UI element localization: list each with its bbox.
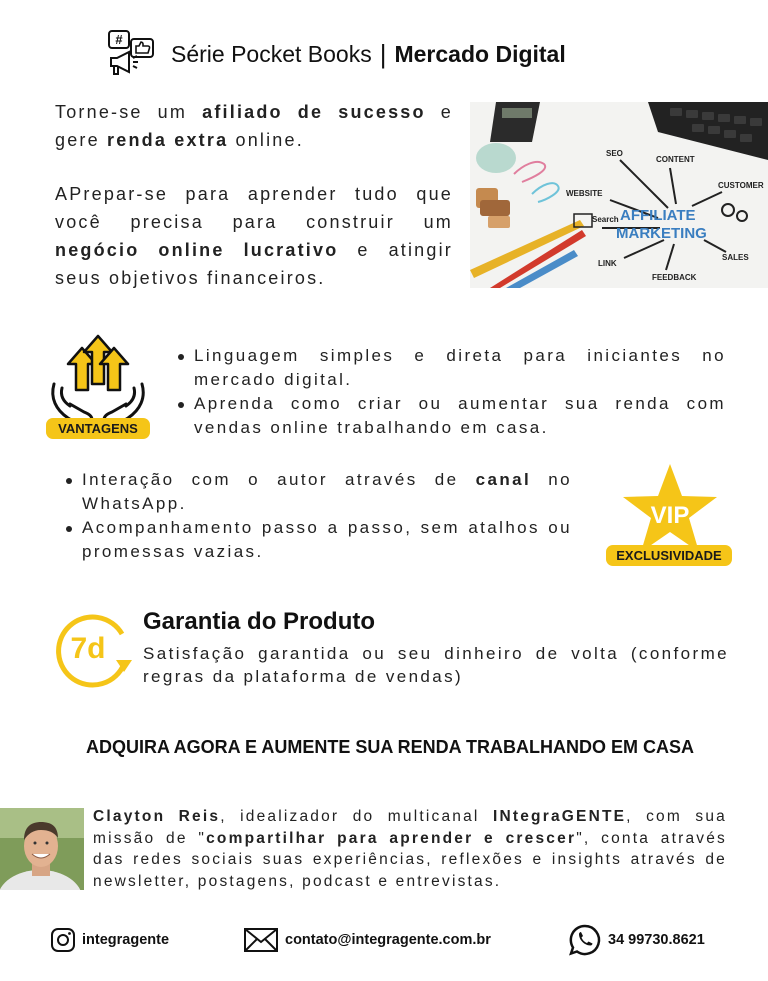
svg-text:LINK: LINK <box>598 259 617 268</box>
svg-text:Search: Search <box>592 215 619 224</box>
svg-text:CONTENT: CONTENT <box>656 155 695 164</box>
advantages-badge: VANTAGENS <box>46 418 150 439</box>
email-address: contato@integragente.com.br <box>285 932 491 948</box>
svg-text:FEEDBACK: FEEDBACK <box>652 273 697 282</box>
guarantee-title: Garantia do Produto <box>143 608 376 635</box>
call-to-action: ADQUIRA AGORA E AUMENTE SUA RENDA TRABALHANDO EM CASA <box>86 737 694 757</box>
intro-paragraph-1: Torne-se um afiliado de sucesso e gere renda extra online. <box>55 102 453 150</box>
whatsapp-icon <box>568 923 602 957</box>
header-separator: | <box>379 38 387 69</box>
envelope-icon <box>243 927 279 953</box>
advantages-list <box>176 344 726 440</box>
instagram-link[interactable] <box>50 922 169 958</box>
vip-text: VIP <box>650 502 690 529</box>
svg-text:CUSTOMER: CUSTOMER <box>718 181 764 190</box>
author-avatar <box>0 808 84 890</box>
list-item: Acompanhamento passo a passo, sem atalhos ou promessas vazias. <box>64 516 572 564</box>
list-item: Aprenda como criar ou aumentar sua renda com vendas online trabalhando em casa. <box>176 392 726 440</box>
svg-text:AFFILIATE: AFFILIATE <box>620 207 696 224</box>
instagram-icon <box>50 927 76 953</box>
svg-text:SEO: SEO <box>606 149 623 158</box>
svg-text:WEBSITE: WEBSITE <box>566 189 603 198</box>
footer-contacts <box>0 922 768 958</box>
instagram-handle: integragente <box>82 932 170 948</box>
exclusive-badge: EXCLUSIVIDADE <box>606 545 732 566</box>
series-label: Série Pocket Books <box>171 40 372 67</box>
phone-number: 34 99730.8621 <box>608 932 705 948</box>
affiliate-marketing-image <box>470 102 768 288</box>
list-item: Interação com o autor através de canal no WhatsApp. <box>64 468 572 516</box>
guarantee-text: Satisfação garantida ou seu dinheiro de volta (conforme regras da plataforma de vendas) <box>143 644 729 686</box>
svg-text:MARKETING: MARKETING <box>616 225 707 242</box>
page-title: Mercado Digital <box>394 40 566 67</box>
seven-days-guarantee-icon <box>50 606 136 692</box>
guarantee-icon-text: 7d <box>70 632 106 665</box>
header <box>105 26 566 82</box>
exclusive-list <box>64 468 572 564</box>
whatsapp-link[interactable] <box>568 922 705 958</box>
svg-text:#: # <box>115 32 123 47</box>
vip-star-icon <box>620 462 720 558</box>
email-link[interactable] <box>243 922 491 958</box>
svg-text:SALES: SALES <box>722 253 749 262</box>
social-media-icon <box>105 28 157 80</box>
intro-text <box>55 98 453 292</box>
author-bio: Clayton Reis, idealizador do multicanal INtegraGENTE, com sua missão de "compartilhar para aprender e crescer", conta através das redes sociais suas experiências, reflexões e insights através de newsletter, postagens, podcast e entrevistas. <box>93 808 728 890</box>
list-item: Linguagem simples e direta para iniciantes no mercado digital. <box>176 344 726 392</box>
intro-paragraph-2: APrepar-se para aprender tudo que você precisa para construir um negócio online lucrativo e atingir seus objetivos financeiros. <box>55 184 453 288</box>
